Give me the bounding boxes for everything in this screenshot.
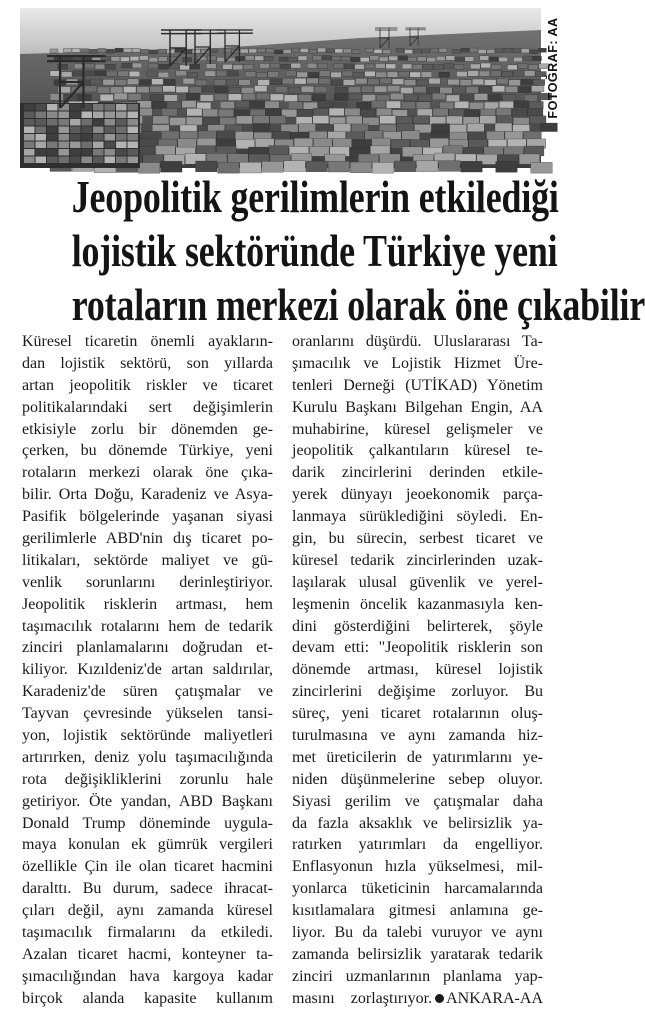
article-line: maya konulan ek gümrük vergileri	[22, 836, 273, 854]
article-line: şımacılığından hava kargoya kadar	[22, 967, 273, 985]
article-line: Donald Trump döneminde uygula-	[22, 814, 273, 832]
article-line: Enflasyonun hızla yükselmesi, mil-	[292, 858, 543, 876]
article-line: şımacılık ve Lojistik Hizmet Üre-	[292, 354, 543, 372]
article-line: lanmaya sürüklediğini söyledi. En-	[292, 508, 543, 526]
article-line: zincirlerini değişime zorluyor. Bu	[292, 683, 543, 701]
article-line: özellikle Çin ile olan ticaret hacmini	[22, 858, 273, 876]
article-line: tenleri Derneği (UTİKAD) Yönetim	[292, 376, 543, 394]
container-port-photo	[20, 8, 541, 168]
article-line: darik zincirlerini derinden etkile-	[292, 464, 543, 482]
article-line: Siyasi gerilim ve çatışmalar daha	[292, 792, 543, 810]
article-line: da fazla aksaklık ve belirsizlik ya-	[292, 814, 543, 832]
article-line: turulmasına ve aynı zamanda hiz-	[292, 727, 543, 745]
article-line: kiliyor. Kızıldeniz'de artan saldırılar,	[22, 661, 273, 679]
article-line: etkisiyle zorlu bir dönemden ge-	[22, 420, 273, 438]
article-line: kısıtlamalara gitmesi anlamına ge-	[292, 902, 543, 920]
article-line: dönemde artması, küresel lojistik	[292, 661, 543, 679]
article-line: oranlarını düşürdü. Uluslararası Ta-	[292, 333, 543, 350]
article-line: daralttı. Bu durum, sadece ihracat-	[22, 880, 273, 898]
article-line: Küresel ticaretin önemli ayakların-	[22, 333, 273, 350]
article-column-left	[22, 331, 273, 1010]
article-line: Kurulu Başkanı Bilgehan Engin, AA	[292, 398, 543, 416]
article-line: met üreticilerin de yatırımlarını ye-	[292, 748, 543, 766]
article-line: devam etti: "Jeopolitik risklerin son	[292, 639, 543, 657]
article-line: getiriyor. Öte yandan, ABD Başkanı	[22, 792, 273, 810]
article-line: venlik sorunlarını derinleştiriyor.	[22, 573, 273, 591]
article-line: muhabirine, küresel gelişmeler ve	[292, 420, 543, 438]
article-line: süreç, yeni ticaret rotalarının oluş-	[292, 705, 543, 723]
headline	[12, 170, 645, 332]
photo-credit-text: FOTOĞRAF: AA	[546, 17, 560, 119]
article-line: zinciri uzmanlarının planlama yap-	[292, 967, 543, 985]
article-column-right	[292, 331, 543, 1010]
article-line: çıları değil, aynı zamanda küresel	[22, 902, 273, 920]
article-line: taşımacılık firmalarını da etkiledi.	[22, 924, 273, 942]
article-line: gerilimlerle ABD'nin dış ticaret po-	[22, 530, 273, 548]
article-line: Azalan ticaret hacmi, konteyner ta-	[22, 945, 273, 963]
article-line: küresel tedarik zincirlerinden uzak-	[292, 551, 543, 569]
article-line: gin, bu sürecin, serbest ticaret ve	[292, 530, 543, 548]
article-line: masını zorlaştırıyor. ANKARA-AA	[292, 989, 543, 1007]
article-line: rota değişikliklerini zorunlu hale	[22, 770, 273, 788]
article-line: Karadeniz'de süren çatışmalar ve	[22, 683, 273, 701]
headline-line-3: rotaların merkezi olarak öne çıkabilir	[71, 279, 645, 330]
article-line: yon, lojistik sektöründe maliyetleri	[22, 727, 273, 745]
article-line: zamanda belirsizlik yaratarak tedarik	[292, 945, 543, 963]
article-line: litikaları, sektörde maliyet ve gü-	[22, 551, 273, 569]
article-line: laşılarak ulusal güvenlik ve yerel-	[292, 573, 543, 591]
article-photo-container-port	[20, 8, 541, 168]
article-line: zinciri planlamalarını doğrudan et-	[22, 639, 273, 657]
article-line: leşmenin öncelik kazanmasıyla ken-	[292, 595, 543, 613]
article-line: bilir. Orta Doğu, Karadeniz ve Asya-	[22, 486, 273, 504]
article-line: artırırken, deniz yolu taşımacılığında	[22, 748, 273, 766]
article-line: yerek dünyayı jeoekonomik parça-	[292, 486, 543, 504]
signoff-bullet-icon	[435, 994, 444, 1003]
article-line: dini gösterdiğini belirterek, şöyle	[292, 617, 543, 635]
article-line: niden düşünmelerine sebep oluyor.	[292, 770, 543, 788]
article-line: politikalarındaki sert değişimlerin	[22, 398, 273, 416]
headline-line-2: lojistik sektöründe Türkiye yeni	[71, 225, 558, 276]
article-line: birçok alanda kapasite kullanım	[22, 989, 273, 1007]
headline-line-1: Jeopolitik gerilimlerin etkilediği	[71, 171, 559, 222]
photo-credit	[543, 8, 563, 168]
article-line: Jeopolitik risklerin artması, hem	[22, 595, 273, 613]
signoff: ANKARA-AA	[446, 989, 543, 1007]
article-line: ratırken yatırımları da engelliyor.	[292, 836, 543, 854]
article-line: artan jeopolitik riskler ve ticaret	[22, 376, 273, 394]
article-line: yonlarca tüketicinin harcamalarında	[292, 880, 543, 898]
article-line: Pasifik bölgelerinde yaşanan siyasi	[22, 508, 273, 526]
article-line: jeopolitik çalkantıların küresel te-	[292, 442, 543, 460]
article-line: taşımacılık rotalarını hem de tedarik	[22, 617, 273, 635]
article-line: çerken, bu dönemde Türkiye, yeni	[22, 442, 273, 460]
article-line: dan lojistik sektörü, son yıllarda	[22, 354, 273, 372]
article-line: Tayvan çevresinde yükselen tansi-	[22, 705, 273, 723]
article-line: rotaların merkezi olarak öne çıka-	[22, 464, 273, 482]
article-line: liyor. Bu da talebi vuruyor ve aynı	[292, 924, 543, 942]
